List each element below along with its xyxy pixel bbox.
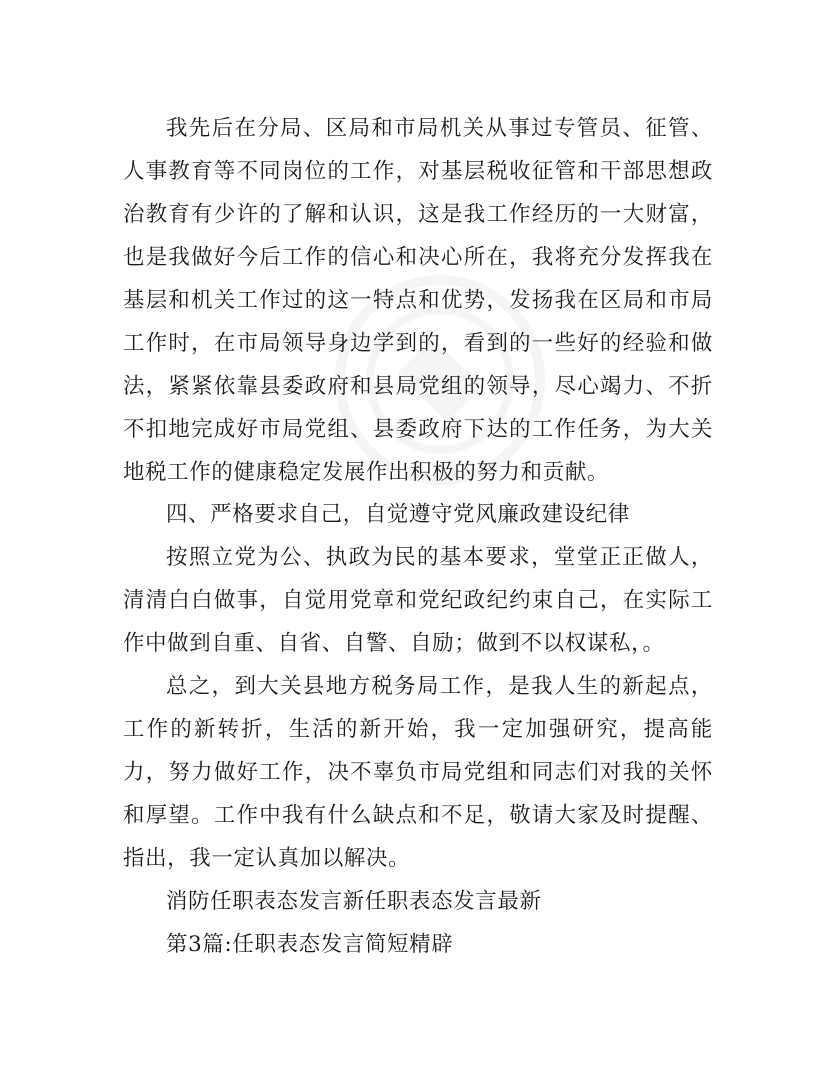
line-chapter-heading: 第3篇:任职表态发言简短精辟 <box>166 932 454 957</box>
paragraph-work-experience: 我先后在分局、区局和市局机关从事过专管员、征管、人事教育等不同岗位的工作，对基层税收征管和干部思想政治教育有少许的了解和认识，这是我工作经历的一大财富，也是我做好今后工作的信心和决心所在，我将充分发挥我在基层和机关工作过的这一特点和优势，发扬我在区局和市局工作时，在市局领导身边学到的，看到的一些好的经验和做法，紧紧依靠县委政府和县局党组的领导，尽心竭力、不折不扣地完成好市局党组、县委政府下达的工作任务，为大关地税工作的健康稳定发展作出积极的努力和贡献。 <box>123 116 713 485</box>
section-heading-discipline: 四、严格要求自己，自觉遵守党风廉政建设纪律 <box>166 502 630 527</box>
paragraph-conclusion: 总之，到大关县地方税务局工作，是我人生的新起点，工作的新转折，生活的新开始，我一定加强研究，提高能力，努力做好工作，决不辜负市局党组和同志们对我的关怀和厚望。工作中我有什么缺点和不足，敬请大家及时提醒、指出，我一定认真加以解决。 <box>123 674 713 871</box>
paragraph-discipline: 按照立党为公、执政为民的基本要求，堂堂正正做人，清清白白做事，自觉用党章和党纪政纪约束自己，在实际工作中做到自重、自省、自警、自励；做到不以权谋私，。 <box>123 545 713 656</box>
line-related-title: 消防任职表态发言新任职表态发言最新 <box>166 889 542 914</box>
